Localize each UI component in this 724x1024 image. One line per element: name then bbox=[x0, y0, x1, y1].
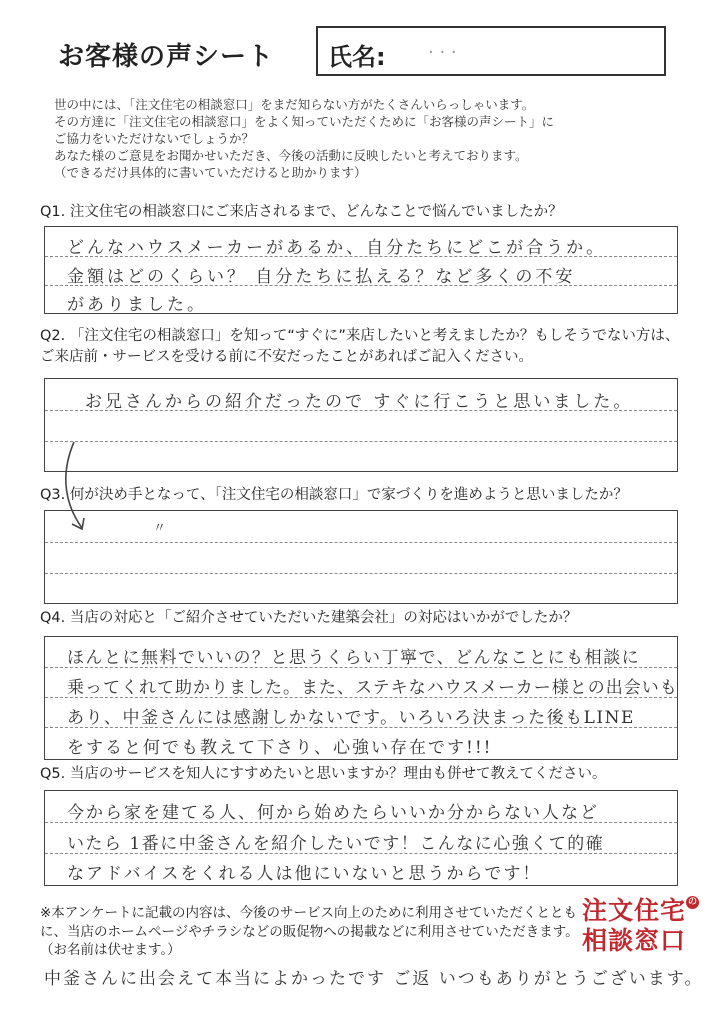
question-4: Q4. 当店の対応と「ご紹介させていただいた建築会社」の対応はいかがでしたか？ bbox=[40, 610, 578, 626]
privacy-footnote: ※本アンケートに記載の内容は、今後のサービス向上のために利用させていただくとともに、当店のホームページやチラシなどの販促物への掲載などに利用させていただきます。（お名前は伏せます。） bbox=[40, 905, 579, 958]
logo-text-1: 注文住宅 bbox=[582, 896, 687, 925]
intro-line: 世の中には、「注文住宅の相談窓口」をまだ知らない方がたくさんいらっしゃいます。 bbox=[54, 97, 535, 112]
intro-line: あなた様のご意見をお聞かせいただき、今後の活動に反映したいと考えております。 bbox=[54, 148, 528, 163]
question-3: Q3. 何が決め手となって、「注文住宅の相談窓口」で家づくりを進めようと思いましたか？ bbox=[40, 487, 628, 503]
answer-5-line-2: いたら 1番に中釜さんを紹介したいです！こんなに心強くて的確 bbox=[67, 834, 605, 854]
name-label: 氏名: bbox=[328, 43, 386, 71]
handwritten-closing-note: 中釜さんに出会えて本当によかったです ご返 いつもありがとうございます。 bbox=[44, 969, 704, 989]
logo-line-1 bbox=[582, 896, 712, 926]
handwritten-arrow-icon bbox=[60, 440, 96, 540]
answer-4-line-2: 乗ってくれて助かりました。また、ステキなハウスメーカー様との出会いも bbox=[67, 678, 678, 698]
answer-4-line-3: あり、中釜さんには感謝しかないです。いろいろ決まった後もLINE bbox=[67, 708, 635, 728]
logo-no-badge: の bbox=[688, 897, 698, 907]
intro-line: その方達に「注文住宅の相談窓口」をよく知っていただくために「お客様の声シート」に bbox=[54, 114, 555, 129]
answer-4-line-4: をすると何でも教えて下さり、心強い存在です!!! bbox=[67, 738, 493, 758]
answer-1-line-2: 金額はどのくらい？ 自分たちに払える？など多くの不安 bbox=[67, 267, 576, 287]
ruled-line bbox=[45, 573, 677, 574]
answer-4-line-1: ほんとに無料でいいの？と思うくらい丁寧で、どんなことにも相談に bbox=[67, 648, 641, 668]
answer-box-4[interactable] bbox=[44, 636, 678, 760]
answer-2-line-1: お兄さんからの紹介だったので すぐに行こうと思いました。 bbox=[85, 392, 634, 412]
answer-box-1[interactable] bbox=[44, 226, 678, 314]
name-field[interactable] bbox=[316, 26, 666, 76]
question-5: Q5. 当店のサービスを知人にすすめたいと思いますか？理由も併せて教えてください。 bbox=[40, 766, 607, 782]
answer-box-3[interactable] bbox=[44, 510, 678, 604]
intro-line: ご協力をいただけないでしょうか？ bbox=[54, 131, 255, 146]
answer-box-5[interactable] bbox=[44, 790, 678, 886]
logo-line-2: 相談窓口 bbox=[582, 926, 687, 955]
ruled-line bbox=[45, 441, 677, 442]
answer-5-line-1: 今から家を建てる人、何から始めたらいいか分からない人など bbox=[67, 803, 599, 823]
answer-1-line-1: どんなハウスメーカーがあるか、自分たちにどこが合うか。 bbox=[67, 238, 607, 258]
ruled-line bbox=[45, 542, 677, 543]
question-1: Q1. 注文住宅の相談窓口にご来店されるまで、どんなことで悩んでいましたか？ bbox=[40, 204, 563, 220]
name-value: · · · bbox=[428, 42, 457, 63]
sheet-title: お客様の声シート bbox=[58, 42, 275, 72]
answer-1-line-3: がありました。 bbox=[67, 295, 207, 315]
answer-box-2[interactable] bbox=[44, 378, 678, 472]
brand-logo bbox=[582, 896, 712, 962]
intro-line: （できるだけ具体的に書いていただけると助かります） bbox=[54, 165, 367, 180]
answer-5-line-3: なアドバイスをくれる人は他にいないと思うからです！ bbox=[67, 864, 542, 884]
answer-3-ditto: 〃 bbox=[153, 521, 170, 536]
intro-text bbox=[54, 96, 674, 181]
question-2: Q2. 「注文住宅の相談窓口」を知って“すぐに”来店したいと考えましたか？もしそうでない方は、ご来店前・サービスを受ける前に不安だったことがあればご記入ください。 bbox=[40, 328, 680, 365]
